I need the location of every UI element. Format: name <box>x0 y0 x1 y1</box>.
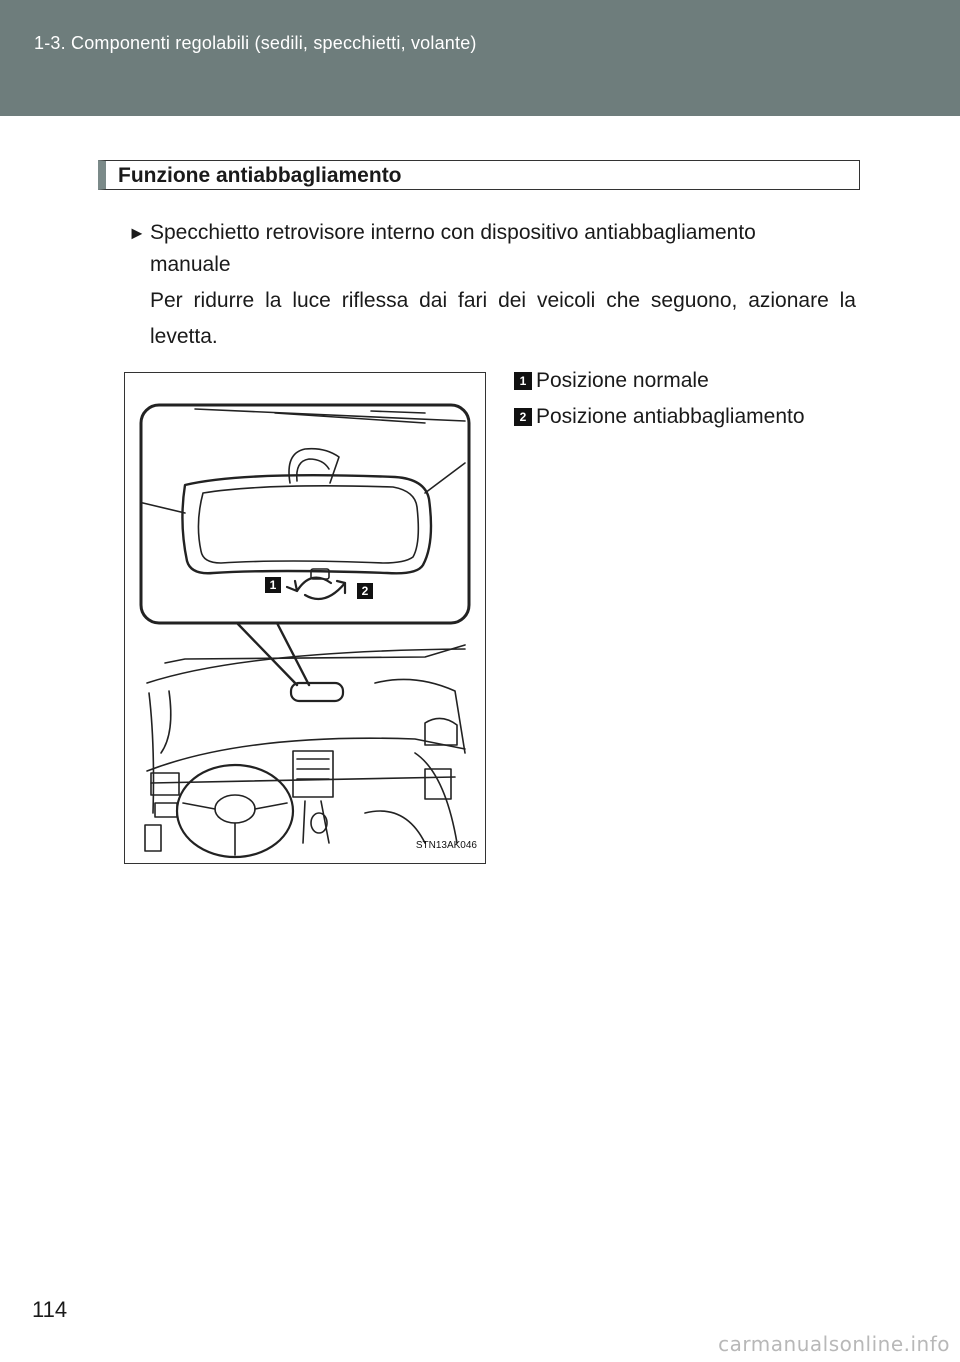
page-header <box>0 0 960 116</box>
page-number: 114 <box>32 1297 68 1322</box>
legend-item-2 <box>514 403 805 431</box>
mirror-drawing <box>125 373 486 864</box>
bullet-item <box>128 216 858 250</box>
legend-label-1: Posizione normale <box>536 369 709 392</box>
bullet-text: Specchietto retrovisore interno con dispositivo antiabbagliamento <box>150 221 756 244</box>
callout-2-label: 2 <box>361 584 369 598</box>
section-heading-box <box>98 160 860 190</box>
watermark: carmanualsonline.info <box>718 1332 950 1356</box>
legend-number-2: 2 <box>514 408 532 426</box>
callout-1-label: 1 <box>269 578 277 592</box>
section-title: Funzione antiabbagliamento <box>118 164 402 187</box>
bullet-arrow-icon: ► <box>128 223 146 243</box>
mirror-illustration <box>124 372 486 864</box>
bullet-text-continued: manuale <box>150 253 231 276</box>
instruction-paragraph: Per ridurre la luce riflessa dai fari dei veicoli che seguono, azionare la levetta. <box>150 289 856 348</box>
figure-code: STN13AK046 <box>415 840 477 851</box>
chapter-title: 1-3. Componenti regolabili (sedili, specchietti, volante) <box>34 33 477 53</box>
legend-number-1: 1 <box>514 372 532 390</box>
callout-2 <box>357 583 373 599</box>
legend-label-2: Posizione antiabbagliamento <box>536 405 805 428</box>
callout-1 <box>265 577 281 593</box>
legend-item-1 <box>514 367 709 395</box>
